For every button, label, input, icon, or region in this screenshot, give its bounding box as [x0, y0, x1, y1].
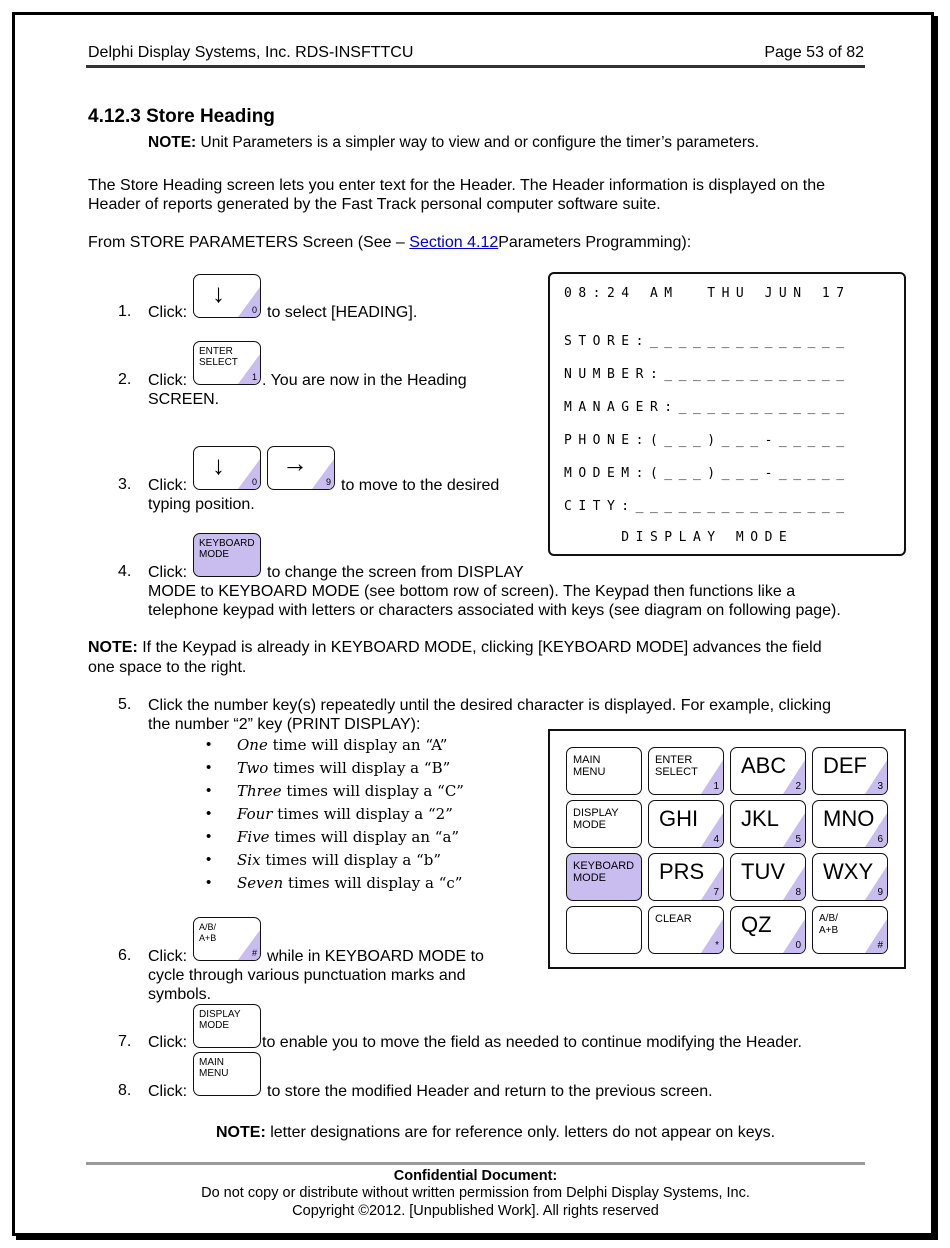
- note-letter-designations: [216, 1123, 775, 1142]
- down-arrow-icon: ↓: [212, 278, 225, 308]
- note-text: If the Keypad is already in KEYBOARD MODE, clicking [KEYBOARD MODE] advances the field: [137, 639, 822, 656]
- ab-symbols-key[interactable]: [193, 917, 261, 961]
- keypad-clear[interactable]: CLEAR *: [648, 906, 724, 954]
- key-label: DISPLAY: [199, 1009, 241, 1020]
- right-arrow-icon: →: [282, 448, 308, 478]
- list-item: • Two times will display a “B”: [206, 759, 464, 782]
- note-text: letter designations are for reference only. letters do not appear on keys.: [265, 1124, 776, 1141]
- intro-paragraph: The Store Heading screen lets you enter text for the Header. The Header information is displayed on the Header of reports generated by the Fast Track personal computer software suite.: [88, 177, 826, 213]
- step-4-text-2: MODE to KEYBOARD MODE (see bottom row of screen). The Keypad then functions like a: [148, 583, 796, 600]
- key-label: MODE: [199, 1020, 229, 1031]
- keypad-enter-select[interactable]: ENTER SELECT 1: [648, 747, 724, 795]
- keyboard-mode-key[interactable]: [193, 533, 261, 577]
- keypad-wxy[interactable]: WXY 9: [812, 853, 888, 901]
- keypad-main-menu[interactable]: MAIN MENU: [566, 747, 642, 795]
- section-title: 4.12.3 Store Heading: [88, 106, 275, 127]
- step-8-text: to store the modified Header and return to the previous screen.: [267, 1083, 713, 1100]
- page-header: [88, 44, 864, 62]
- key-label: ENTER: [199, 346, 233, 357]
- screen-row-store: STORE:______________: [564, 334, 851, 349]
- screen-row-time: 08:24 AM THU JUN 17: [564, 286, 851, 301]
- key-label: KEYBOARD: [199, 538, 255, 549]
- note-label: NOTE:: [88, 639, 138, 656]
- keypad-mno[interactable]: MNO 6: [812, 800, 888, 848]
- key-number: 0: [251, 305, 257, 315]
- keypad-ghi[interactable]: GHI 4: [648, 800, 724, 848]
- key-number: 0: [251, 477, 257, 487]
- step-6-number: 6.: [118, 947, 132, 964]
- list-item: • One time will display an “A”: [206, 736, 464, 759]
- step-4-number: 4.: [118, 563, 132, 580]
- step-5-number: 5.: [118, 696, 132, 713]
- step-1-click: Click:: [148, 304, 188, 321]
- down-arrow-icon: ↓: [212, 450, 225, 480]
- step-6-text-3: symbols.: [148, 986, 212, 1003]
- step-8-click: Click:: [148, 1083, 188, 1100]
- screen-row-number: NUMBER:_____________: [564, 367, 851, 382]
- step-7-number: 7.: [118, 1033, 132, 1050]
- step-5-text: Click the number key(s) repeatedly until the desired character is displayed. For example, clicking: [148, 697, 831, 714]
- list-item: • Five times will display an “a”: [206, 828, 464, 851]
- step-6-text: while in KEYBOARD MODE to: [267, 948, 484, 965]
- step-7-text: to enable you to move the field as needed to continue modifying the Header.: [262, 1034, 802, 1051]
- key-label: MODE: [199, 549, 229, 560]
- step-2-click: Click:: [148, 372, 188, 389]
- keypad-blank[interactable]: [566, 906, 642, 954]
- footer-line-1: Do not copy or distribute without written permission from Delphi Display Systems, Inc.: [201, 1185, 750, 1201]
- keypad-qz[interactable]: QZ 0: [730, 906, 806, 954]
- step-3-text: to move to the desired: [341, 477, 500, 494]
- note-unit-parameters: [148, 134, 759, 152]
- step-2-text: . You are now in the Heading: [262, 372, 467, 389]
- press-count-list: [206, 736, 464, 897]
- right-arrow-key[interactable]: [267, 446, 335, 490]
- note-text: Unit Parameters is a simpler way to view and or configure the timer’s parameters.: [196, 134, 760, 151]
- step-4-text: to change the screen from DISPLAY: [267, 564, 524, 581]
- keypad-jkl[interactable]: JKL 5: [730, 800, 806, 848]
- note-keyboard-mode: [88, 638, 868, 657]
- step-4-click: Click:: [148, 564, 188, 581]
- note-label: NOTE:: [216, 1124, 266, 1141]
- from-text: From STORE PARAMETERS Screen (See –: [88, 234, 410, 251]
- footer-title: Confidential Document:: [393, 1168, 558, 1184]
- step-3-number: 3.: [118, 476, 132, 493]
- step-1-number: 1.: [118, 303, 132, 320]
- list-item: • Four times will display a “2”: [206, 805, 464, 828]
- from-text-end: Parameters Programming):: [498, 234, 692, 251]
- key-number: 9: [325, 477, 331, 487]
- note-keyboard-mode-2: one space to the right.: [88, 659, 247, 676]
- keypad-display-mode[interactable]: DISPLAY MODE: [566, 800, 642, 848]
- key-label: MAIN: [199, 1057, 224, 1068]
- step-6-click: Click:: [148, 948, 188, 965]
- header-divider: [86, 65, 865, 68]
- footer-line-2: Copyright ©2012. [Unpublished Work]. All rights reserved: [292, 1203, 659, 1219]
- down-arrow-key-2[interactable]: [193, 446, 261, 490]
- screen-row-modem: MODEM:(___)___-_____: [564, 466, 851, 481]
- step-3-text-2: typing position.: [148, 496, 255, 513]
- list-item: • Seven times will display a “c”: [206, 874, 464, 897]
- keypad-keyboard-mode[interactable]: KEYBOARD MODE: [566, 853, 642, 901]
- keypad-diagram: [548, 729, 906, 969]
- section-link[interactable]: Section 4.12: [409, 234, 499, 251]
- key-number: #: [251, 948, 257, 958]
- screen-row-mode: DISPLAY MODE: [564, 530, 794, 545]
- step-1-text: to select [HEADING].: [267, 304, 418, 321]
- key-label: A+B: [199, 933, 217, 943]
- screen-row-manager: MANAGER:____________: [564, 400, 851, 415]
- header-title: Delphi Display Systems, Inc. RDS-INSFTTCU: [88, 44, 414, 61]
- key-label: SELECT: [199, 357, 238, 368]
- keypad-ab[interactable]: A/B/ A+B #: [812, 906, 888, 954]
- step-4-text-3: telephone keypad with letters or characters associated with keys (see diagram on following page).: [148, 602, 841, 619]
- screen-row-phone: PHONE:(___)___-_____: [564, 433, 851, 448]
- enter-select-key[interactable]: [193, 341, 261, 385]
- list-item: • Three times will display a “C”: [206, 782, 464, 805]
- step-8-number: 8.: [118, 1082, 132, 1099]
- key-number: 1: [251, 372, 257, 382]
- keypad-tuv[interactable]: TUV 8: [730, 853, 806, 901]
- step-2-number: 2.: [118, 371, 132, 388]
- step-5-text-2: the number “2” key (PRINT DISPLAY):: [148, 716, 421, 733]
- key-label: MENU: [199, 1068, 229, 1079]
- step-6-text-2: cycle through various punctuation marks and: [148, 967, 466, 984]
- step-3-click: Click:: [148, 477, 188, 494]
- main-menu-key[interactable]: [193, 1052, 261, 1096]
- screen-row-city: CITY:_______________: [564, 499, 851, 514]
- down-arrow-key[interactable]: [193, 274, 261, 318]
- key-label: A/B/: [199, 922, 217, 932]
- keypad-prs[interactable]: PRS 7: [648, 853, 724, 901]
- keypad-abc[interactable]: ABC 2: [730, 747, 806, 795]
- step-2-text-2: SCREEN.: [148, 391, 220, 408]
- note-label: NOTE:: [148, 134, 197, 151]
- timer-screen: [548, 272, 906, 556]
- list-item: • Six times will display a “b”: [206, 851, 464, 874]
- step-7-click: Click:: [148, 1034, 188, 1051]
- from-paragraph: [88, 233, 868, 252]
- footer-divider: [86, 1162, 865, 1165]
- keypad-def[interactable]: DEF 3: [812, 747, 888, 795]
- page-number: Page 53 of 82: [764, 44, 864, 61]
- display-mode-key[interactable]: [193, 1004, 261, 1048]
